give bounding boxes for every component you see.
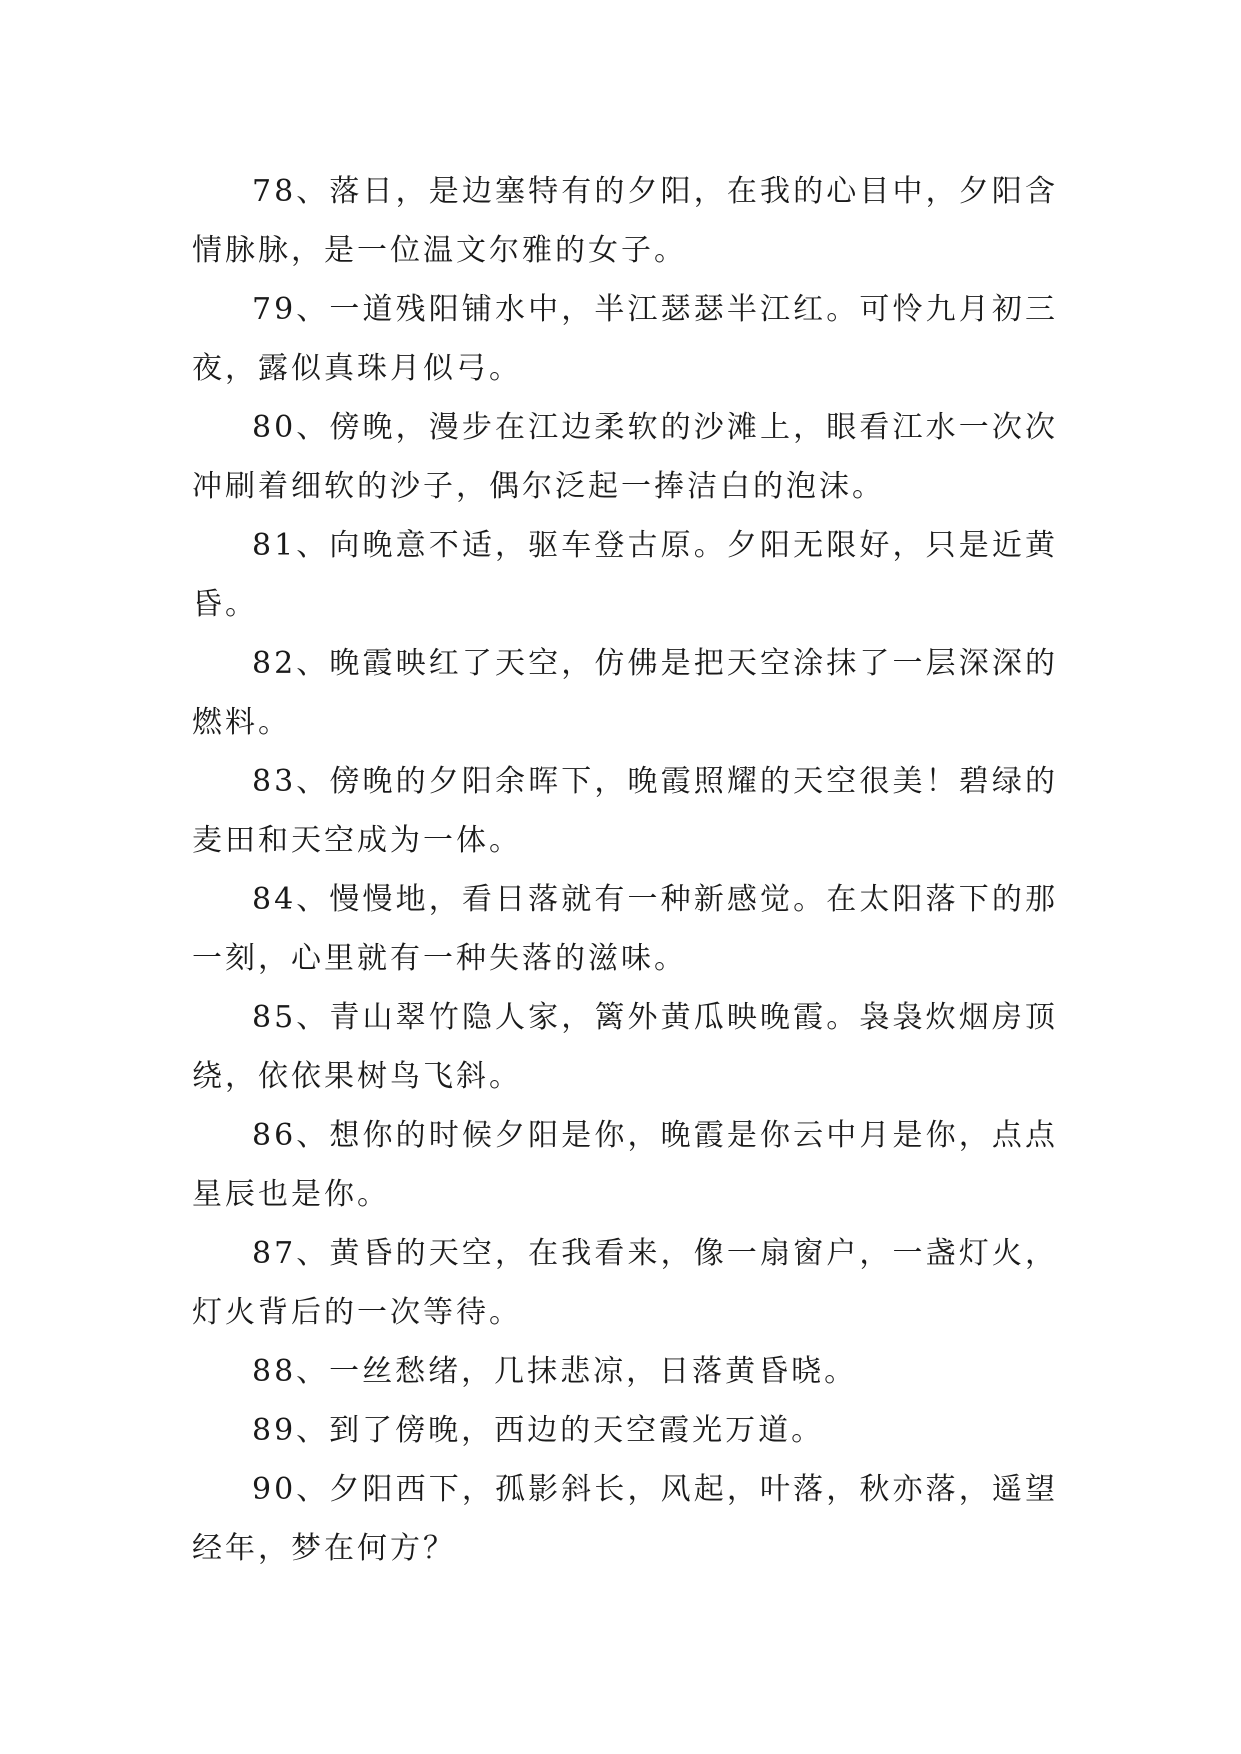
paragraph-78: 78、落日，是边塞特有的夕阳，在我的心目中，夕阳含情脉脉，是一位温文尔雅的女子。 — [192, 174, 1058, 268]
paragraph-90: 90、夕阳西下，孤影斜长，风起，叶落，秋亦落，遥望经年，梦在何方？ — [192, 1472, 1058, 1566]
document-body — [192, 162, 1058, 1578]
paragraph-88: 88、一丝愁绪，几抹悲凉，日落黄昏晓。 — [252, 1354, 858, 1389]
paragraph-86: 86、想你的时候夕阳是你，晚霞是你云中月是你，点点星辰也是你。 — [192, 1118, 1058, 1212]
paragraph-85: 85、青山翠竹隐人家，篱外黄瓜映晚霞。袅袅炊烟房顶绕，依依果树鸟飞斜。 — [192, 1000, 1058, 1094]
paragraph-84: 84、慢慢地，看日落就有一种新感觉。在太阳落下的那一刻，心里就有一种失落的滋味。 — [192, 882, 1058, 976]
paragraph-81: 81、向晚意不适，驱车登古原。夕阳无限好，只是近黄昏。 — [192, 528, 1058, 622]
paragraph-82: 82、晚霞映红了天空，仿佛是把天空涂抹了一层深深的燃料。 — [192, 646, 1058, 740]
paragraph-87: 87、黄昏的天空，在我看来，像一扇窗户，一盏灯火，灯火背后的一次等待。 — [192, 1236, 1058, 1330]
paragraph-89: 89、到了傍晚，西边的天空霞光万道。 — [252, 1413, 825, 1448]
paragraph-79: 79、一道残阳铺水中，半江瑟瑟半江红。可怜九月初三夜，露似真珠月似弓。 — [192, 292, 1058, 386]
paragraph-83: 83、傍晚的夕阳余晖下，晚霞照耀的天空很美！碧绿的麦田和天空成为一体。 — [192, 764, 1058, 858]
paragraph-80: 80、傍晚，漫步在江边柔软的沙滩上，眼看江水一次次冲刷着细软的沙子，偶尔泛起一捧洁白的泡沫。 — [192, 410, 1058, 504]
